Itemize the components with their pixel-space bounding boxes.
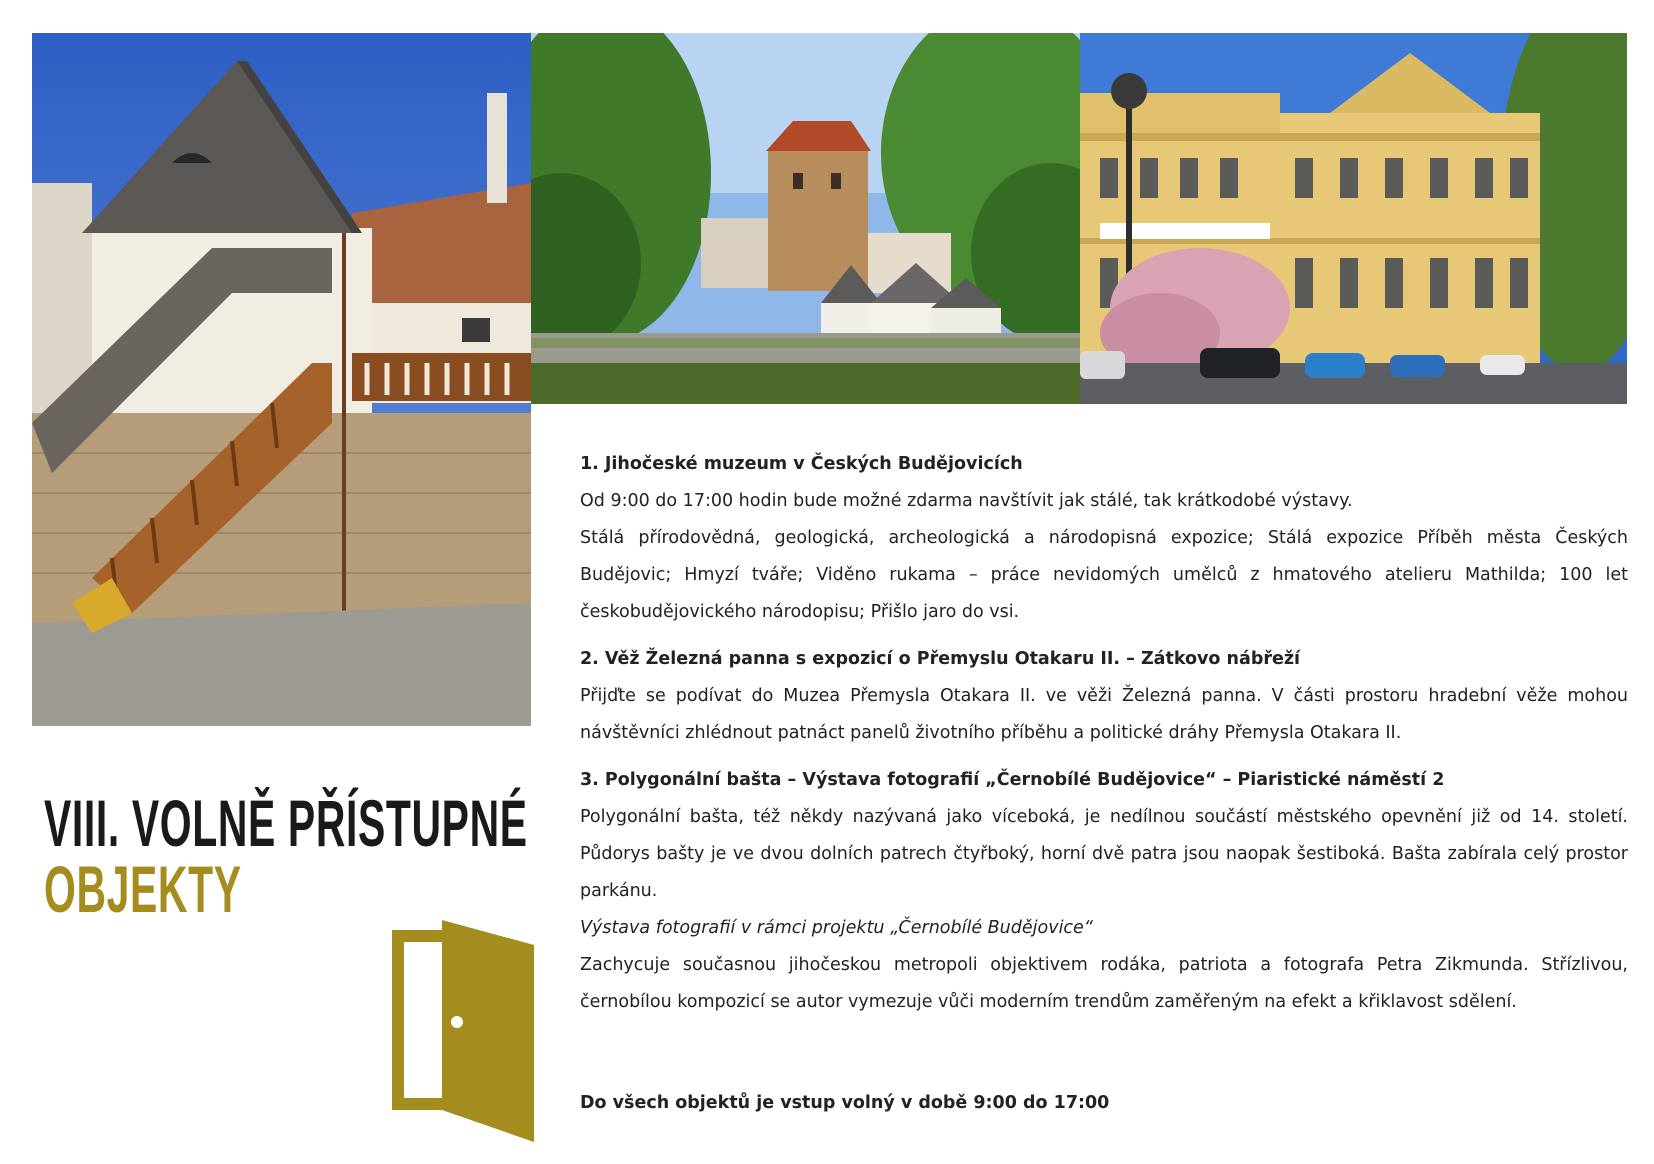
section-1-paragraph-2: Stálá přírodovědná, geologická, archeologická a národopisná expozice; Stálá expozice Příběh města Českých Budějovic; Hmyzí tváře; Viděno rukama – práce nevidomých umělců z hmatového atelieru Mathilda; 100 let českobudějovického národopisu; Přišlo jaro do vsi. — [580, 528, 1628, 622]
photo-tower-zelezna-panna — [531, 33, 1080, 404]
content-column — [580, 446, 1628, 1021]
photo-courtyard-staircase — [32, 33, 531, 726]
door-icon — [392, 920, 534, 1142]
section-2-paragraph-1: Přijďte se podívat do Muzea Přemysla Otakara II. ve věži Železná panna. V části prostoru hradební věže mohou návštěvníci zhlédnout patnáct panelů životního příběhu a politické dráhy Přemysla Otakara II. — [580, 686, 1628, 743]
heading-title-line1: VIII. VOLNĚ PŘÍSTUPNÉ — [44, 786, 528, 860]
section-3-exhibition-title: Výstava fotografií v rámci projektu „Černobílé Budějovice“ — [580, 918, 1093, 938]
section-1-paragraph-1: Od 9:00 do 17:00 hodin bude možné zdarma navštívit jak stálé, tak krátkodobé výstavy. — [580, 491, 1353, 511]
photo-museum-building — [1080, 33, 1627, 404]
section-2-title: 2. Věž Železná panna s expozicí o Přemyslu Otakaru II. – Zátkovo nábřeží — [580, 649, 1301, 669]
section-3-title: 3. Polygonální bašta – Výstava fotografií „Černobílé Budějovice“ – Piaristické náměstí 2 — [580, 770, 1445, 790]
section-3-paragraph-2: Zachycuje současnou jihočeskou metropoli objektivem rodáka, patriota a fotografa Petra Zikmunda. Střízlivou, černobílou kompozicí se autor vymezuje vůči moderním trendům zaměřeným na efekt a křiklavost sdělení. — [580, 955, 1628, 1012]
section-1-title: 1. Jihočeské muzeum v Českých Budějovicích — [580, 454, 1023, 474]
footer-note: Do všech objektů je vstup volný v době 9:00 do 17:00 — [580, 1093, 1110, 1113]
heading-title-line2: OBJEKTY — [44, 852, 242, 926]
section-3-paragraph-1: Polygonální bašta, též někdy nazývaná jako víceboká, je nedílnou součástí městského opevnění již od 14. století. Půdorys bašty je ve dvou dolních patrech čtyřboký, horní dvě patra jsou naopak šestiboká. Bašta zabírala celý prostor parkánu. — [580, 807, 1628, 901]
